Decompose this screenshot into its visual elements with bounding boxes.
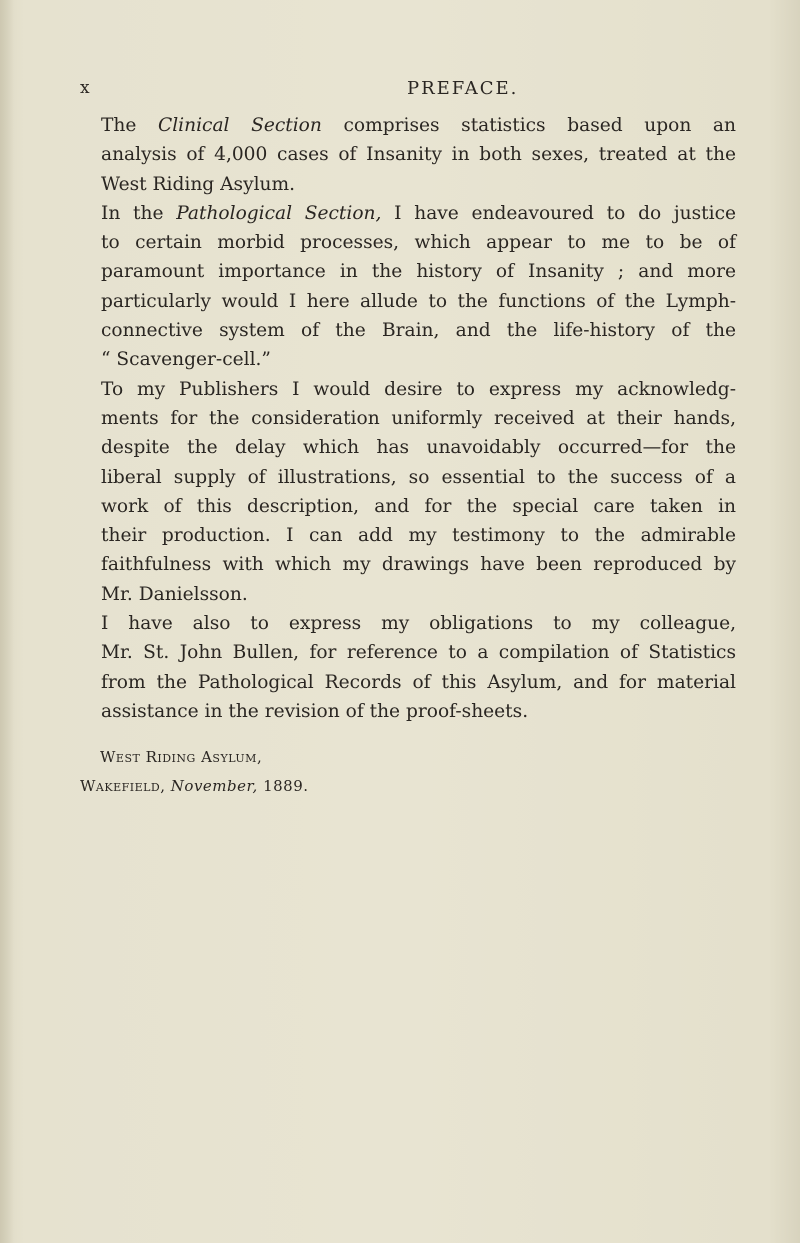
text-run: The bbox=[101, 115, 158, 136]
text-line bbox=[80, 199, 736, 228]
paragraph bbox=[80, 111, 736, 199]
text-run: I have endeavoured to do justice bbox=[381, 202, 736, 224]
text-line: faithfulness with which my drawings have been reproduced by bbox=[101, 554, 736, 576]
text-line: connective system of the Brain, and the life-history of the bbox=[101, 320, 736, 342]
italic-section-name: Clinical Section bbox=[158, 115, 322, 136]
text-line: To my Publishers I would desire to express my acknowledg- bbox=[101, 378, 736, 400]
text-line bbox=[80, 111, 736, 140]
text-run: In the bbox=[101, 202, 177, 224]
text-line: assistance in the revision of the proof-sheets. bbox=[101, 700, 529, 722]
text-line: to certain morbid processes, which appear to me to be of bbox=[101, 232, 736, 254]
text-line: despite the delay which has unavoidably occurred—for the bbox=[101, 437, 736, 459]
text-line: Mr. Danielsson. bbox=[101, 583, 248, 605]
text-run: comprises statistics based upon an bbox=[321, 115, 736, 136]
paragraph bbox=[80, 199, 736, 375]
paragraph bbox=[80, 375, 736, 609]
text-line: work of this description, and for the special care taken in bbox=[101, 495, 736, 517]
signature-block bbox=[80, 743, 309, 801]
signature-institution: West Riding Asylum, bbox=[100, 748, 263, 766]
running-head: PREFACE. bbox=[407, 78, 519, 99]
text-line: ments for the consideration uniformly received at their hands, bbox=[101, 407, 736, 429]
text-line: their production. I can add my testimony to the admirable bbox=[101, 525, 736, 547]
page-gutter-shadow bbox=[0, 0, 14, 1243]
text-line: particularly would I here allude to the functions of the Lymph- bbox=[101, 290, 736, 312]
page-number: x bbox=[80, 78, 91, 98]
text-line: West Riding Asylum. bbox=[101, 173, 296, 195]
text-line: “ Scavenger-cell.” bbox=[101, 349, 271, 371]
signature-month: November, bbox=[170, 777, 258, 795]
text-line: analysis of 4,000 cases of Insanity in both sexes, treated at the bbox=[101, 144, 736, 166]
text-line: Mr. St. John Bullen, for reference to a compilation of Statistics bbox=[101, 642, 736, 664]
signature-place: Wakefield, bbox=[80, 777, 166, 795]
text-line: from the Pathological Records of this Asylum, and for material bbox=[101, 671, 736, 693]
preface-body bbox=[80, 111, 736, 726]
text-line: I have also to express my obligations to my colleague, bbox=[101, 613, 736, 635]
italic-section-name: Pathological Section, bbox=[176, 202, 382, 224]
text-line: paramount importance in the history of Insanity ; and more bbox=[101, 261, 736, 283]
signature-year: 1889. bbox=[263, 777, 309, 795]
paragraph bbox=[80, 609, 736, 726]
text-line: liberal supply of illustrations, so essential to the success of a bbox=[101, 466, 736, 488]
page-header bbox=[80, 78, 720, 104]
signature-place-date bbox=[80, 772, 309, 801]
